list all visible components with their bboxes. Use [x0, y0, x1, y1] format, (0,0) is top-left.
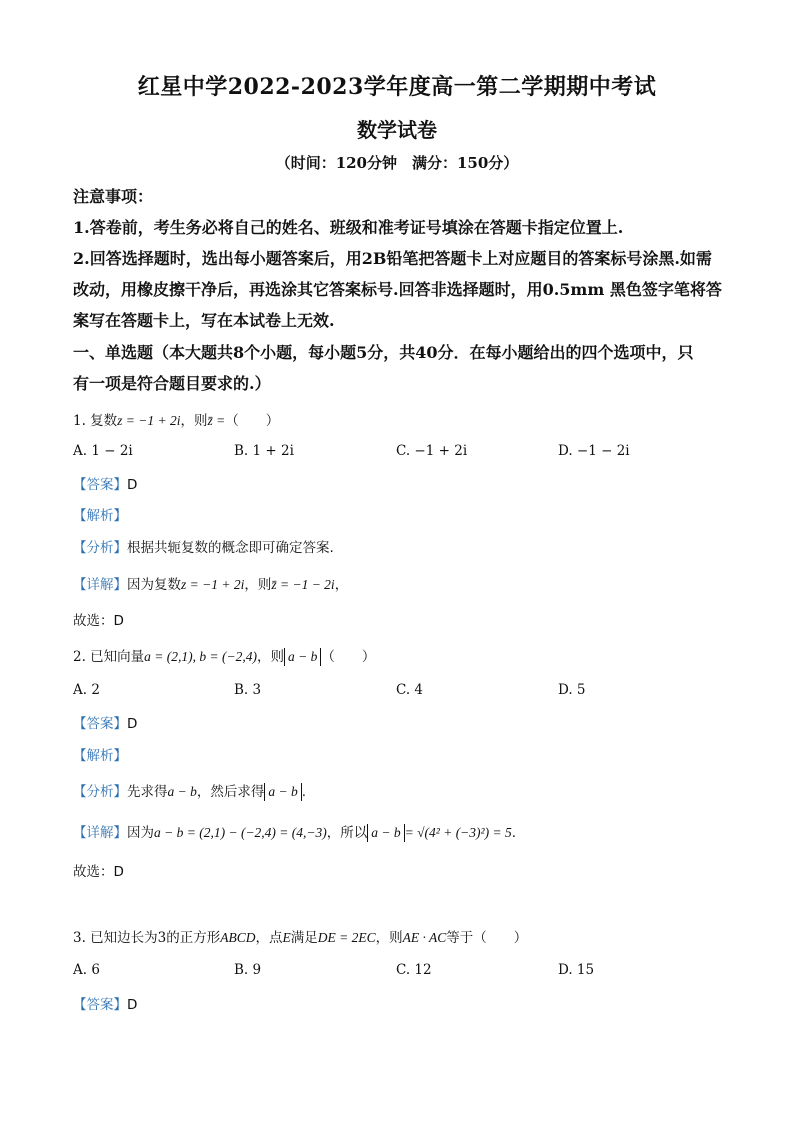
q1-analysis	[73, 536, 722, 556]
q1-stem-math: z = −1 + 2i	[117, 413, 181, 428]
detail-tag: 【详解】	[73, 825, 127, 841]
q1-stem-suffix: （ ）	[225, 413, 280, 429]
q1-stem-mid: ，则	[180, 413, 208, 429]
q1-detail-math-1: z = −1 + 2i	[181, 577, 245, 592]
exam-title: 红星中学2022-2023学年度高一第二学期期中考试	[137, 74, 657, 100]
q2-choose	[73, 860, 722, 880]
q1-stem	[73, 409, 722, 429]
q1-option-a: A. 1 − 2i	[73, 443, 133, 459]
q2-analysis-math-2: a − b	[264, 783, 301, 801]
q2-analysis-math-1: a − b	[167, 784, 197, 799]
q1-choose-value: D	[113, 613, 124, 629]
q2-analysis	[73, 780, 722, 801]
q2-detail-math-1: a − b = (2,1) − (−2,4) = (4,−3)	[154, 825, 327, 840]
q2-stem	[73, 645, 722, 666]
section-heading-line-1: 一、单选题（本大题共8个小题，每小题5分，共40分．在每小题给出的四个选项中，只	[73, 343, 694, 362]
exam-time-info: （时间：120分钟 满分：150分）	[275, 154, 519, 172]
q1-stem-prefix: 1. 复数	[73, 413, 118, 429]
notice-item-2-line-2: 改动，用橡皮擦干净后，再选涂其它答案标号.回答非选择题时，用0.5mm 黑色签字笔将答	[73, 280, 722, 299]
q1-detail-math-2: z̄ = −1 − 2i	[271, 577, 335, 592]
q3-stem-mid-3: ，则	[375, 930, 403, 946]
section-heading-line-2: 有一项是符合题目要求的.）	[73, 374, 271, 393]
q1-choose	[73, 609, 722, 629]
q1-detail-mid: ，则	[244, 577, 272, 593]
q3-answer-value: D	[127, 997, 138, 1013]
detail-tag: 【详解】	[73, 577, 127, 593]
q2-option-d: D. 5	[558, 682, 586, 698]
q3-stem-math-3: DE = 2EC	[317, 930, 376, 945]
q2-stem-math: a = (2,1), b = (−2,4)	[144, 649, 257, 664]
q3-stem-mid-2: 满足	[290, 930, 318, 946]
q2-stem-math-2: a − b	[284, 648, 321, 666]
q2-stem-prefix: 2. 已知向量	[73, 649, 145, 665]
q1-detail-prefix: 因为复数	[127, 577, 181, 593]
q2-stem-mid: ，则	[256, 649, 284, 665]
q1-analysis-heading	[73, 504, 722, 524]
q2-analysis-heading	[73, 744, 722, 764]
q2-detail-mid: ，所以	[326, 825, 368, 841]
exam-subject: 数学试卷	[357, 118, 437, 142]
q2-option-c: C. 4	[396, 682, 424, 698]
q3-stem-mid-1: ，点	[255, 930, 283, 946]
answer-tag: 【答案】	[73, 477, 127, 493]
q1-option-b: B. 1 + 2i	[234, 443, 294, 459]
q3-option-c: C. 12	[396, 962, 432, 978]
q3-stem-math-2: E	[282, 930, 291, 945]
analysis-sub-tag: 【分析】	[73, 540, 127, 556]
q3-stem	[73, 926, 722, 946]
q3-stem-prefix: 3. 已知边长为3的正方形	[73, 930, 221, 946]
q3-answer	[73, 993, 722, 1013]
q3-stem-math-1: ABCD	[220, 930, 256, 945]
q2-answer	[73, 712, 722, 732]
q2-detail-suffix: .	[511, 825, 516, 841]
notice-item-2-line-1: 2.回答选择题时，选出每小题答案后，用2B铅笔把答题卡上对应题目的答案标号涂黑.如需	[73, 249, 712, 268]
q2-detail	[73, 821, 722, 842]
q2-analysis-mid: ，然后求得	[196, 784, 265, 800]
q1-answer-value: D	[127, 477, 138, 493]
q2-choose-value: D	[113, 864, 124, 880]
answer-tag: 【答案】	[73, 716, 127, 732]
q2-detail-math-2: a − b	[367, 824, 404, 842]
q1-detail	[73, 573, 722, 593]
notice-item-1: 1.答卷前，考生务必将自己的姓名、班级和准考证号填涂在答题卡指定位置上.	[73, 218, 624, 237]
q1-option-c: C. −1 + 2i	[396, 443, 468, 459]
q3-option-a: A. 6	[73, 962, 100, 978]
q1-analysis-text: 根据共轭复数的概念即可确定答案.	[127, 540, 334, 556]
q3-stem-math-4: AE · AC	[402, 930, 447, 945]
q2-detail-math-3: = √(4² + (−3)²) = 5	[404, 825, 512, 840]
notice-heading: 注意事项：	[73, 187, 154, 206]
q2-detail-prefix: 因为	[127, 825, 154, 841]
q2-analysis-prefix: 先求得	[127, 784, 168, 800]
analysis-tag: 【解析】	[73, 748, 127, 764]
q3-option-b: B. 9	[234, 962, 262, 978]
choose-prefix: 故选：	[73, 864, 114, 880]
q2-option-b: B. 3	[234, 682, 262, 698]
q2-stem-suffix: （ ）	[321, 649, 376, 665]
q3-option-d: D. 15	[558, 962, 595, 978]
analysis-sub-tag: 【分析】	[73, 784, 127, 800]
choose-prefix: 故选：	[73, 613, 114, 629]
q2-option-a: A. 2	[73, 682, 100, 698]
notice-item-2-line-3: 案写在答题卡上，写在本试卷上无效.	[73, 311, 335, 330]
q1-stem-math-2: z̄ =	[207, 413, 226, 428]
q2-analysis-suffix: .	[301, 784, 307, 800]
q3-stem-suffix: 等于（ ）	[446, 930, 528, 946]
answer-tag: 【答案】	[73, 997, 127, 1013]
analysis-tag: 【解析】	[73, 508, 127, 524]
q1-answer	[73, 473, 722, 493]
q2-answer-value: D	[127, 716, 138, 732]
q1-option-d: D. −1 − 2i	[558, 443, 630, 459]
q1-detail-suffix: ，	[334, 577, 349, 593]
